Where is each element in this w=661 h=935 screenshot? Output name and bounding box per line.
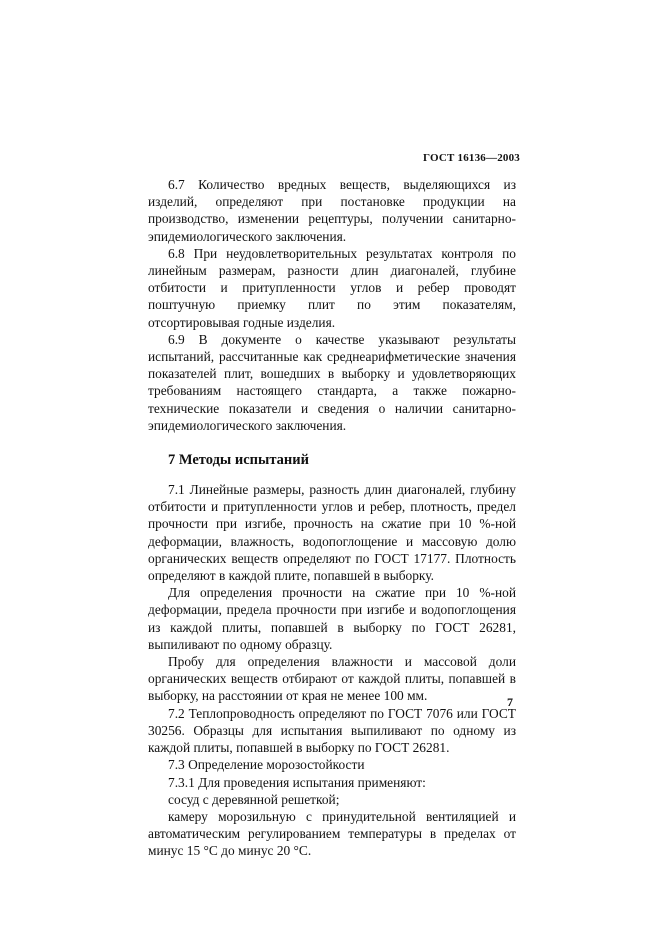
paragraph-7-2: 7.2 Теплопроводность определяют по ГОСТ 7076 или ГОСТ 30256. Образцы для испытания выпиливают по одному из каждой плиты, попавшей в выборку по ГОСТ 26281. bbox=[148, 705, 516, 756]
section-7-title: 7 Методы испытаний bbox=[168, 452, 309, 469]
paragraph-equipment-vessel: сосуд с деревянной решеткой; bbox=[168, 791, 340, 807]
paragraph-equipment-chamber: камеру морозильную с принудительной вентиляцией и автоматическим регулированием температуры в пределах от минус 15 °С до минус 20 °С. bbox=[148, 808, 516, 859]
paragraph-7-3-1: 7.3.1 Для проведения испытания применяют: bbox=[168, 774, 426, 790]
document-body bbox=[148, 176, 516, 860]
paragraph-6-8: 6.8 При неудовлетворительных результатах контроля по линейным размерам, разности длин диагоналей, глубине отбитости и притупленности углов и ребер проводят поштучную приемку плит по этим показателям, отсортировывая годные изделия. bbox=[148, 245, 516, 330]
paragraph-7-3: 7.3 Определение морозостойкости bbox=[168, 757, 365, 773]
paragraph-6-7: 6.7 Количество вредных веществ, выделяющихся из изделий, определяют при постановке продукции на производство, изменении рецептуры, получении санитарно-эпидемиологического заключения. bbox=[148, 177, 516, 244]
page-number: 7 bbox=[507, 695, 513, 709]
paragraph-6-9: 6.9 В документе о качестве указывают результаты испытаний, рассчитанные как среднеарифметические значения показателей плит, вошедших в выборку и удовлетворяющих требованиям настоящего стандарта, а также пожарно-технические показатели и сведения о наличии санитарно-эпидемиологического заключения. bbox=[148, 331, 516, 433]
paragraph-7-1-compression: Для определения прочности на сжатие при 10 %-ной деформации, предела прочности при изгибе и водопоглощения из каждой плиты, попавшей в выборку по ГОСТ 26281, выпиливают по одному образцу. bbox=[148, 585, 516, 652]
paragraph-7-1: 7.1 Линейные размеры, разность длин диагоналей, глубину отбитости и притупленности углов и ребер, плотность, предел прочности при изгибе, прочность на сжатие при 10 %-ной деформации, влажность, водопоглощение и массовую долю органических веществ определяют по ГОСТ 17177. Плотность определяют в каждой плите, попавшей в выборку. bbox=[148, 482, 516, 584]
document-code-header: ГОСТ 16136—2003 bbox=[423, 152, 520, 164]
paragraph-7-1-sampling: Пробу для определения влажности и массовой доли органических веществ отбирают от каждой плиты, попавшей в выборку, на расстоянии от края не менее 100 мм. bbox=[148, 654, 516, 704]
